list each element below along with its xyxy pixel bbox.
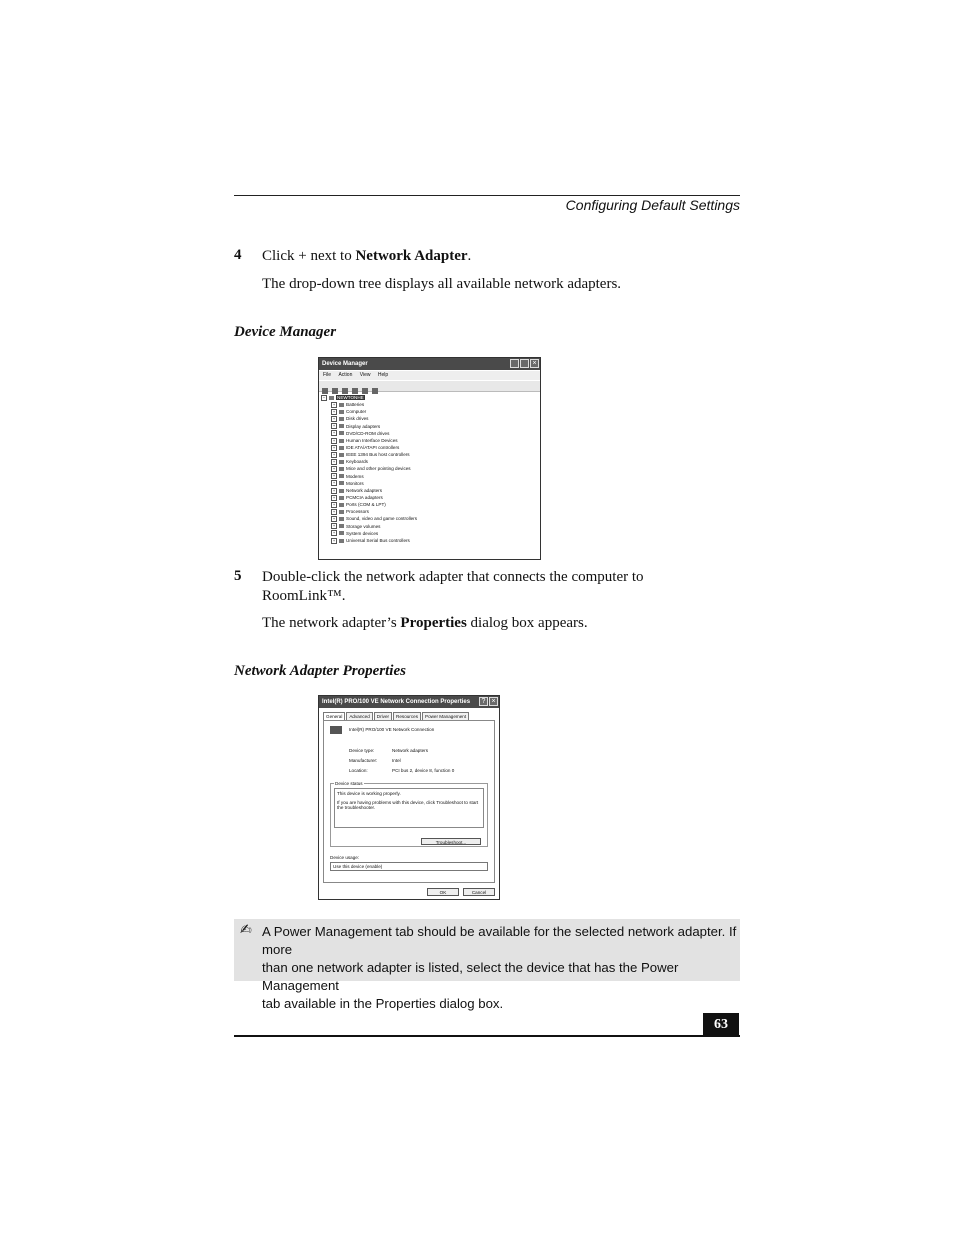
tab-resources: Resources [393, 712, 421, 720]
pencil-note-icon: ✍ [240, 922, 252, 938]
expand-icon: + [332, 523, 336, 529]
location-value: PCI bus 2, device 8, function 0 [392, 768, 455, 773]
expand-icon: + [332, 423, 336, 429]
device-category-icon [339, 460, 344, 464]
device-category-icon [339, 524, 344, 528]
step-5-detail-prefix: The network adapter’s [262, 615, 401, 631]
tree-item [321, 487, 538, 494]
tree-item-label: Ports (COM & LPT) [346, 502, 386, 508]
tree-item [321, 465, 538, 472]
step-4-text [262, 247, 740, 266]
computer-icon [329, 396, 334, 400]
general-panel [323, 720, 495, 883]
tab-advanced: Advanced [346, 712, 372, 720]
tree-item-label: Network adapters [346, 487, 383, 493]
troubleshoot-button: Troubleshoot... [421, 838, 481, 845]
step-5-number: 5 [234, 568, 242, 584]
tab-power-management: Power Management [422, 712, 469, 720]
device-category-icon [339, 517, 344, 521]
expand-icon: + [332, 537, 336, 543]
tree-item-label: Processors [346, 509, 369, 515]
device-category-icon [339, 453, 344, 457]
tree-item-label: Batteries [346, 402, 365, 408]
tab-general: General [323, 712, 345, 720]
expand-icon: + [332, 501, 336, 507]
expand-icon: + [332, 416, 336, 422]
figure-2-caption: Network Adapter Properties [234, 663, 406, 679]
cancel-button: Cancel [463, 888, 495, 896]
properties-dialog-screenshot [318, 695, 500, 900]
menu-action: Action [338, 372, 353, 378]
device-manager-toolbar [319, 381, 540, 392]
note-text [262, 923, 738, 1013]
tree-item [321, 437, 538, 444]
step-5-detail [262, 614, 740, 633]
step-4-number: 4 [234, 247, 242, 263]
device-type-label: Device type: [349, 748, 375, 753]
close-icon: × [530, 359, 539, 368]
manufacturer-value: Intel [392, 758, 401, 763]
tree-item [321, 515, 538, 522]
step-5-line-1: Double-click the network adapter that connects the computer to [262, 569, 644, 585]
tree-item [321, 494, 538, 501]
device-manager-screenshot [318, 357, 541, 560]
device-category-icon [339, 403, 344, 407]
device-category-icon [339, 439, 344, 443]
menu-help: Help [377, 372, 389, 378]
tree-item [321, 501, 538, 508]
running-header: Configuring Default Settings [565, 197, 740, 213]
expand-icon: + [332, 430, 336, 436]
status-line-2: If you are having problems with this device, click Troubleshoot to start the troubleshooter. [337, 800, 479, 810]
expand-icon: + [332, 444, 336, 450]
step-4-suffix: . [467, 248, 472, 264]
network-card-icon [330, 726, 342, 734]
expand-icon: + [332, 516, 336, 522]
device-category-icon [339, 510, 344, 514]
device-tree [321, 394, 538, 557]
device-category-icon [339, 481, 344, 485]
tree-item-label: Storage volumes [346, 523, 381, 529]
tree-item [321, 423, 538, 430]
expand-icon: + [332, 530, 336, 536]
device-category-icon [339, 467, 344, 471]
device-usage-select: Use this device (enable) [330, 862, 488, 871]
device-manager-titlebar [319, 358, 540, 370]
tree-item [321, 508, 538, 515]
note-line-1: A Power Management tab should be available for the selected network adapter. If more [262, 924, 737, 957]
tree-item [321, 451, 538, 458]
properties-titlebar [319, 696, 499, 708]
device-category-icon [339, 503, 344, 507]
manufacturer-label: Manufacturer: [349, 758, 378, 763]
step-4-prefix: Click + next to [262, 248, 356, 264]
tree-item [321, 523, 538, 530]
expand-icon: + [332, 401, 336, 407]
device-category-icon [339, 410, 344, 414]
header-rule [234, 195, 740, 196]
menu-view: View [359, 372, 371, 378]
tab-driver: Driver [374, 712, 392, 720]
page-number: 63 [703, 1013, 739, 1036]
note-line-3: tab available in the Properties dialog box. [262, 996, 504, 1011]
tree-item [321, 415, 538, 422]
ok-button: OK [427, 888, 459, 896]
device-category-icon [339, 446, 344, 450]
device-category-icon [339, 474, 344, 478]
location-label: Location: [349, 768, 368, 773]
step-4-detail: The drop-down tree displays all available network adapters. [262, 276, 622, 292]
device-type-value: Network adapters [392, 748, 429, 753]
menu-file: File [323, 372, 332, 378]
tree-item [321, 458, 538, 465]
note-line-2: than one network adapter is listed, select the device that has the Power Management [262, 960, 679, 993]
device-category-icon [339, 489, 344, 493]
tree-item-label: IEEE 1394 Bus host controllers [346, 452, 410, 458]
figure-1-caption: Device Manager [234, 324, 337, 340]
tree-item [321, 530, 538, 537]
device-category-icon [339, 496, 344, 500]
device-category-icon [339, 417, 344, 421]
device-name: Intel(R) PRO/100 VE Network Connection [349, 727, 435, 732]
minimize-icon [510, 359, 519, 368]
device-status-group [330, 783, 488, 847]
expand-icon: + [332, 451, 336, 457]
collapse-icon: − [322, 394, 326, 400]
tree-item-label: Computer [346, 409, 367, 415]
expand-icon: + [332, 473, 336, 479]
tree-item [321, 408, 538, 415]
tree-root-label: NEWTONHE [337, 395, 364, 400]
expand-icon: + [332, 494, 336, 500]
step-5-detail-suffix: dialog box appears. [466, 615, 588, 631]
device-manager-menubar [319, 371, 540, 380]
device-status-box [334, 788, 484, 828]
device-category-icon [339, 531, 344, 535]
device-manager-title: Device Manager [322, 361, 368, 367]
expand-icon: + [332, 480, 336, 486]
tree-item-label: Human Interface Devices [346, 437, 398, 443]
tree-item-label: Monitors [346, 480, 364, 486]
tree-item [321, 444, 538, 451]
device-category-icon [339, 539, 344, 543]
device-status-label: Device status [335, 781, 363, 786]
tree-item [321, 430, 538, 437]
tree-item-label: Mice and other pointing devices [346, 466, 411, 472]
tree-item-label: Modems [346, 473, 364, 479]
tree-item [321, 480, 538, 487]
expand-icon: + [332, 409, 336, 415]
expand-icon: + [332, 437, 336, 443]
expand-icon: + [332, 509, 336, 515]
tree-item [321, 401, 538, 408]
tree-item-label: Display adapters [346, 423, 381, 429]
tree-item-label: Disk drives [346, 416, 369, 422]
status-line-1: This device is working properly. [337, 791, 401, 796]
tree-root [321, 394, 538, 401]
step-5-text [262, 568, 740, 606]
step-5-line-2: RoomLink™. [262, 588, 346, 604]
tree-item [321, 537, 538, 544]
close-icon: × [489, 697, 498, 706]
tree-item-label: PCMCIA adapters [346, 494, 383, 500]
maximize-icon [520, 359, 529, 368]
expand-icon: + [332, 487, 336, 493]
tree-item [321, 473, 538, 480]
properties-title: Intel(R) PRO/100 VE Network Connection Properties [322, 699, 471, 705]
expand-icon: + [332, 459, 336, 465]
tree-item-label: Keyboards [346, 459, 368, 465]
expand-icon: + [332, 466, 336, 472]
tree-item-label: System devices [346, 530, 379, 536]
tree-items [321, 401, 538, 544]
properties-tabs [323, 712, 470, 720]
tree-item-label: IDE ATA/ATAPI controllers [346, 444, 400, 450]
device-category-icon [339, 424, 344, 428]
device-usage-label: Device usage: [330, 855, 360, 860]
tree-item-label: Sound, video and game controllers [346, 516, 417, 522]
step-5-detail-bold: Properties [400, 615, 467, 631]
device-category-icon [339, 431, 344, 435]
tree-item-label: DVD/CD-ROM drives [346, 430, 390, 436]
step-4-bold: Network Adapter [355, 248, 468, 264]
help-question-icon: ? [479, 697, 488, 706]
tree-item-label: Universal Serial Bus controllers [346, 537, 410, 543]
footer-rule [234, 1035, 740, 1037]
